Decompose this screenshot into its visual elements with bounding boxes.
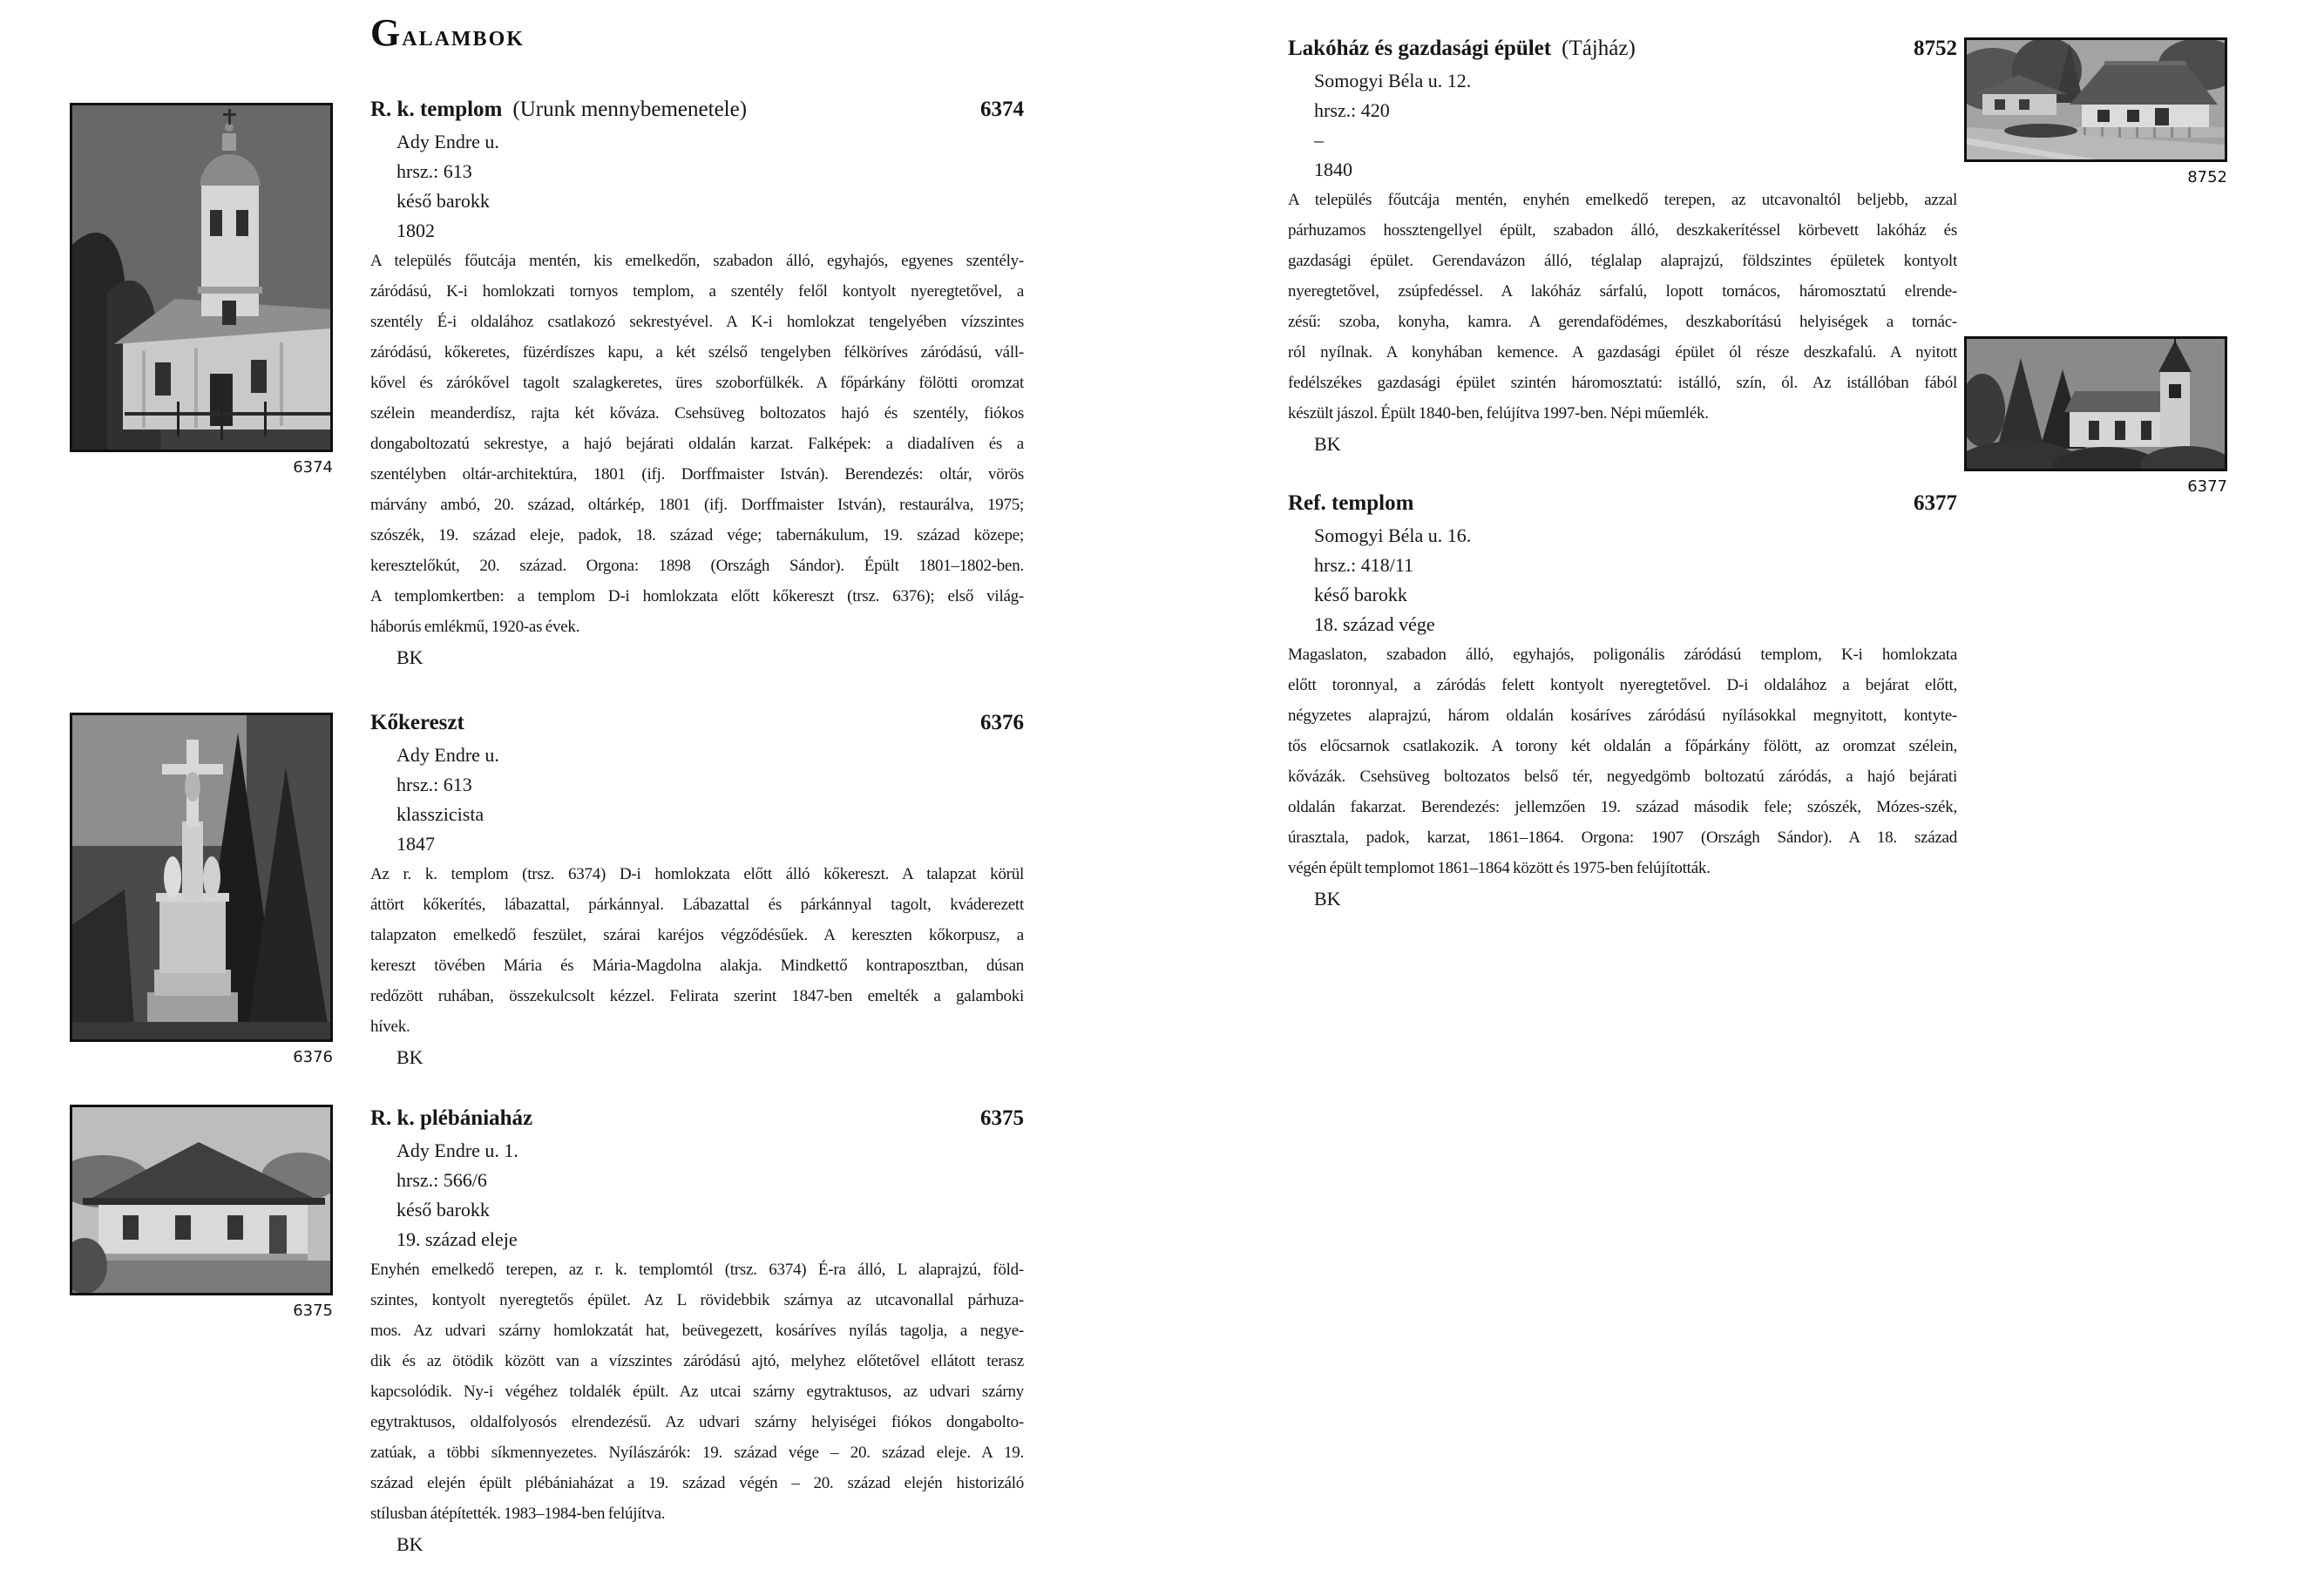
entry-number: 6374	[980, 98, 1024, 121]
photo-image	[70, 713, 333, 1042]
entry-title-row	[370, 94, 1024, 125]
entry-signature: BK	[396, 1046, 423, 1068]
entry-title: Ref. templom	[1288, 491, 1414, 515]
entry-number: 8752	[1914, 37, 1957, 60]
entry-description: Enyhén emelkedő terepen, az r. k. templomtól (trsz. 6374) É-ra álló, L alaprajzú, föld- szintes, kontyolt nyeregtetős épület. Az L rövidebbik szárnya az utcavonallal párhuza- mos. Az udvari szárny homlokzatát hat, beüvegezett, kosáríves nyílás tagolja, a negye- dik és az ötödik között van a vízszintes záródású ajtó, melyhez előtetővel ellátott terasz kapcsolódik. Ny-i végéhez toldalék épült. Az utcai szárny egytraktusos, az udvari szárny egytraktusos, oldalfolyosós elrendezésű. Az udvari szárny helyiségei fiókos dongabolto- zatúak, a többi síkmennyezetes. Nyílászárók: 19. század vége – 20. század eleje. A 19. század elején épült plébániaházat a 19. század végén – 20. század elején historizáló stílusban átépítették. 1983–1984-ben felújítva.	[370, 1261, 1024, 1523]
entry-signature: BK	[396, 646, 423, 668]
entry-meta: Ady Endre u. hrsz.: 613 klasszicista 1847	[396, 744, 499, 855]
entry-title: Kőkereszt	[370, 711, 464, 734]
entry-number: 6377	[1914, 491, 1957, 515]
entry-description: Magaslaton, szabadon álló, egyhajós, poligonális záródású templom, K-i homlokzata előtt toronnyal, a záródás felett kontyolt nyeregtetővel. D-i oldalához a bejárat előtt, négyzetes alaprajzú, három oldalán kosáríves záródású nyílásokkal megnyitott, kontyte- tős előcsarnok csatlakozik. A torony két oldalán a főpárkány fölött, az oromzat szélein, kővázák. Csehsüveg boltozatos belső tér, negyedgömb boltozatú záródás, a hajó bejárati oldalán fakarzat. Berendezés: jellemzően 19. század második fele; szószék, Mózes-szék, úrasztala, padok, karzat, 1861–1864. Orgona: 1907 (Országh Sándor). A 18. század végén épült templomot 1861–1864 között és 1975-ben felújították.	[1288, 646, 1957, 877]
photo-rk-templom	[70, 103, 333, 477]
photo-caption: 8752	[2187, 168, 2227, 186]
entry-title-row	[1288, 33, 1957, 64]
entry-title-row	[370, 1103, 1024, 1134]
entry-tajhaz	[1288, 33, 1957, 459]
photo-image	[70, 1105, 333, 1295]
entry-description: Az r. k. templom (trsz. 6374) D-i homlokzata előtt álló kőkereszt. A talapzat körül áttört kőkerítés, lábazattal, párkánnyal. Lábazattal és párkánnyal tagolt, kváderezett talapzaton emelkedő feszület, szárai karéjos végződésűek. A kereszten kőkorpusz, a kereszt tövében Mária és Mária-Magdolna alakja. Mindkettő kontraposztban, dúsan redőzött ruhában, összekulcsolt kézzel. Felirata szerint 1847-ben emelték a galamboki hívek.	[370, 865, 1024, 1036]
entry-plebaniahaz	[370, 1103, 1024, 1559]
photo-tajhaz	[1964, 37, 2227, 186]
photo-image	[1964, 336, 2227, 471]
entry-number: 6376	[980, 711, 1024, 734]
entry-description: A település főutcája mentén, kis emelkedőn, szabadon álló, egyhajós, egyenes szentély- záródású, K-i homlokzati tornyos templom, a szentély felől kontyolt nyeregtetővel, a szentély É-i oldalához csatlakozó sekrestyével. A K-i homlokzat tengelyében vízszintes záródású, kőkeretes, füzérdíszes kapu, a két szélső tengelyben félköríves záródású, váll- kővel és zárókővel tagolt szalagkeretes, üres szoborfülkék. A főpárkány fölötti oromzat szélein meanderdísz, rajta két kőváza. Csehsüveg boltozatos hajó és szentély, fiókos dongaboltozatú sekrestye, a hajó bejárati oldalán karzat. Falképek: a diadalíven és a szentélyben oltár-architektúra, 1801 (ifj. Dorffmaister István). Berendezés: oltár, vörös márvány ambó, 20. század, oltárkép, 1801 (ifj. Dorffmaister István), restaurálva, 1975; szószék, 19. század eleje, padok, 18. század vége; tabernákulum, 19. század közepe; keresztelőkút, 20. század. Orgona: 1898 (Országh Sándor). Épült 1801–1802-ben. A templomkertben: a templom D-i homlokzata előtt kőkereszt (trsz. 6376); első világ- háborús emlékmű, 1920-as évek.	[370, 252, 1024, 636]
photo-ref-templom	[1964, 336, 2227, 496]
entry-ref-templom	[1288, 488, 1957, 914]
photo-plebaniahaz	[70, 1105, 333, 1320]
photo-caption: 6374	[293, 458, 333, 477]
entry-title-note: (Urunk mennybemenetele)	[512, 98, 748, 121]
entry-title-note: (Tájház)	[1562, 37, 1636, 60]
photo-caption: 6375	[293, 1302, 333, 1320]
entry-title-row	[370, 707, 1024, 739]
photo-kokereszt	[70, 713, 333, 1066]
entry-title-row	[1288, 488, 1957, 519]
photo-caption: 6376	[293, 1048, 333, 1066]
page-title: Galambok	[370, 11, 525, 54]
photo-image	[1964, 37, 2227, 162]
photo-image	[70, 103, 333, 452]
entry-meta: Somogyi Béla u. 16. hrsz.: 418/11 késő barokk 18. század vége	[1314, 524, 1472, 635]
entry-title-group	[370, 94, 747, 128]
photo-caption: 6377	[2187, 477, 2227, 496]
entry-title-group	[370, 1103, 532, 1137]
entry-signature: BK	[1314, 888, 1341, 910]
entry-title: R. k. plébániaház	[370, 1106, 533, 1130]
entry-title-group	[1288, 488, 1413, 522]
entry-title: R. k. templom	[370, 98, 503, 121]
entry-title: Lakóház és gazdasági épület	[1288, 37, 1552, 60]
entry-number: 6375	[980, 1106, 1024, 1130]
entry-signature: BK	[1314, 433, 1341, 455]
entry-rk-templom	[370, 94, 1024, 673]
entry-title-group	[370, 707, 464, 741]
entry-meta: Somogyi Béla u. 12. hrsz.: 420 – 1840	[1314, 70, 1472, 180]
entry-signature: BK	[396, 1533, 423, 1555]
entry-meta: Ady Endre u. hrsz.: 613 késő barokk 1802	[396, 131, 499, 241]
entry-kokereszt	[370, 707, 1024, 1072]
entry-meta: Ady Endre u. 1. hrsz.: 566/6 késő barokk 19. század eleje	[396, 1140, 518, 1250]
entry-description: A település főutcája mentén, enyhén emelkedő terepen, az utcavonaltól beljebb, azzal párhuzamos hossztengellyel épült, szabadon álló, deszkakerítéssel körbevett lakóház és gazdasági épület. Gerendavázon álló, téglalap alaprajzú, földszintes épületek kontyolt nyeregtetővel, zsúpfedéssel. A lakóház sárfalú, lopott tornácos, háromosztatú elrende- zésű: szoba, konyha, kamra. A gerendafödémes, deszkaborítású helyiségek a tornác- ról nyílnak. A konyhában kemence. A gazdasági épület ól része deszkafalú. A nyitott fedélszékes gazdasági épület szintén háromosztatú: istálló, szín, ól. Az istállóban fából készült jászol. Épült 1840-ben, felújítva 1997-ben. Népi műemlék.	[1288, 191, 1957, 423]
entry-title-group	[1288, 33, 1636, 67]
